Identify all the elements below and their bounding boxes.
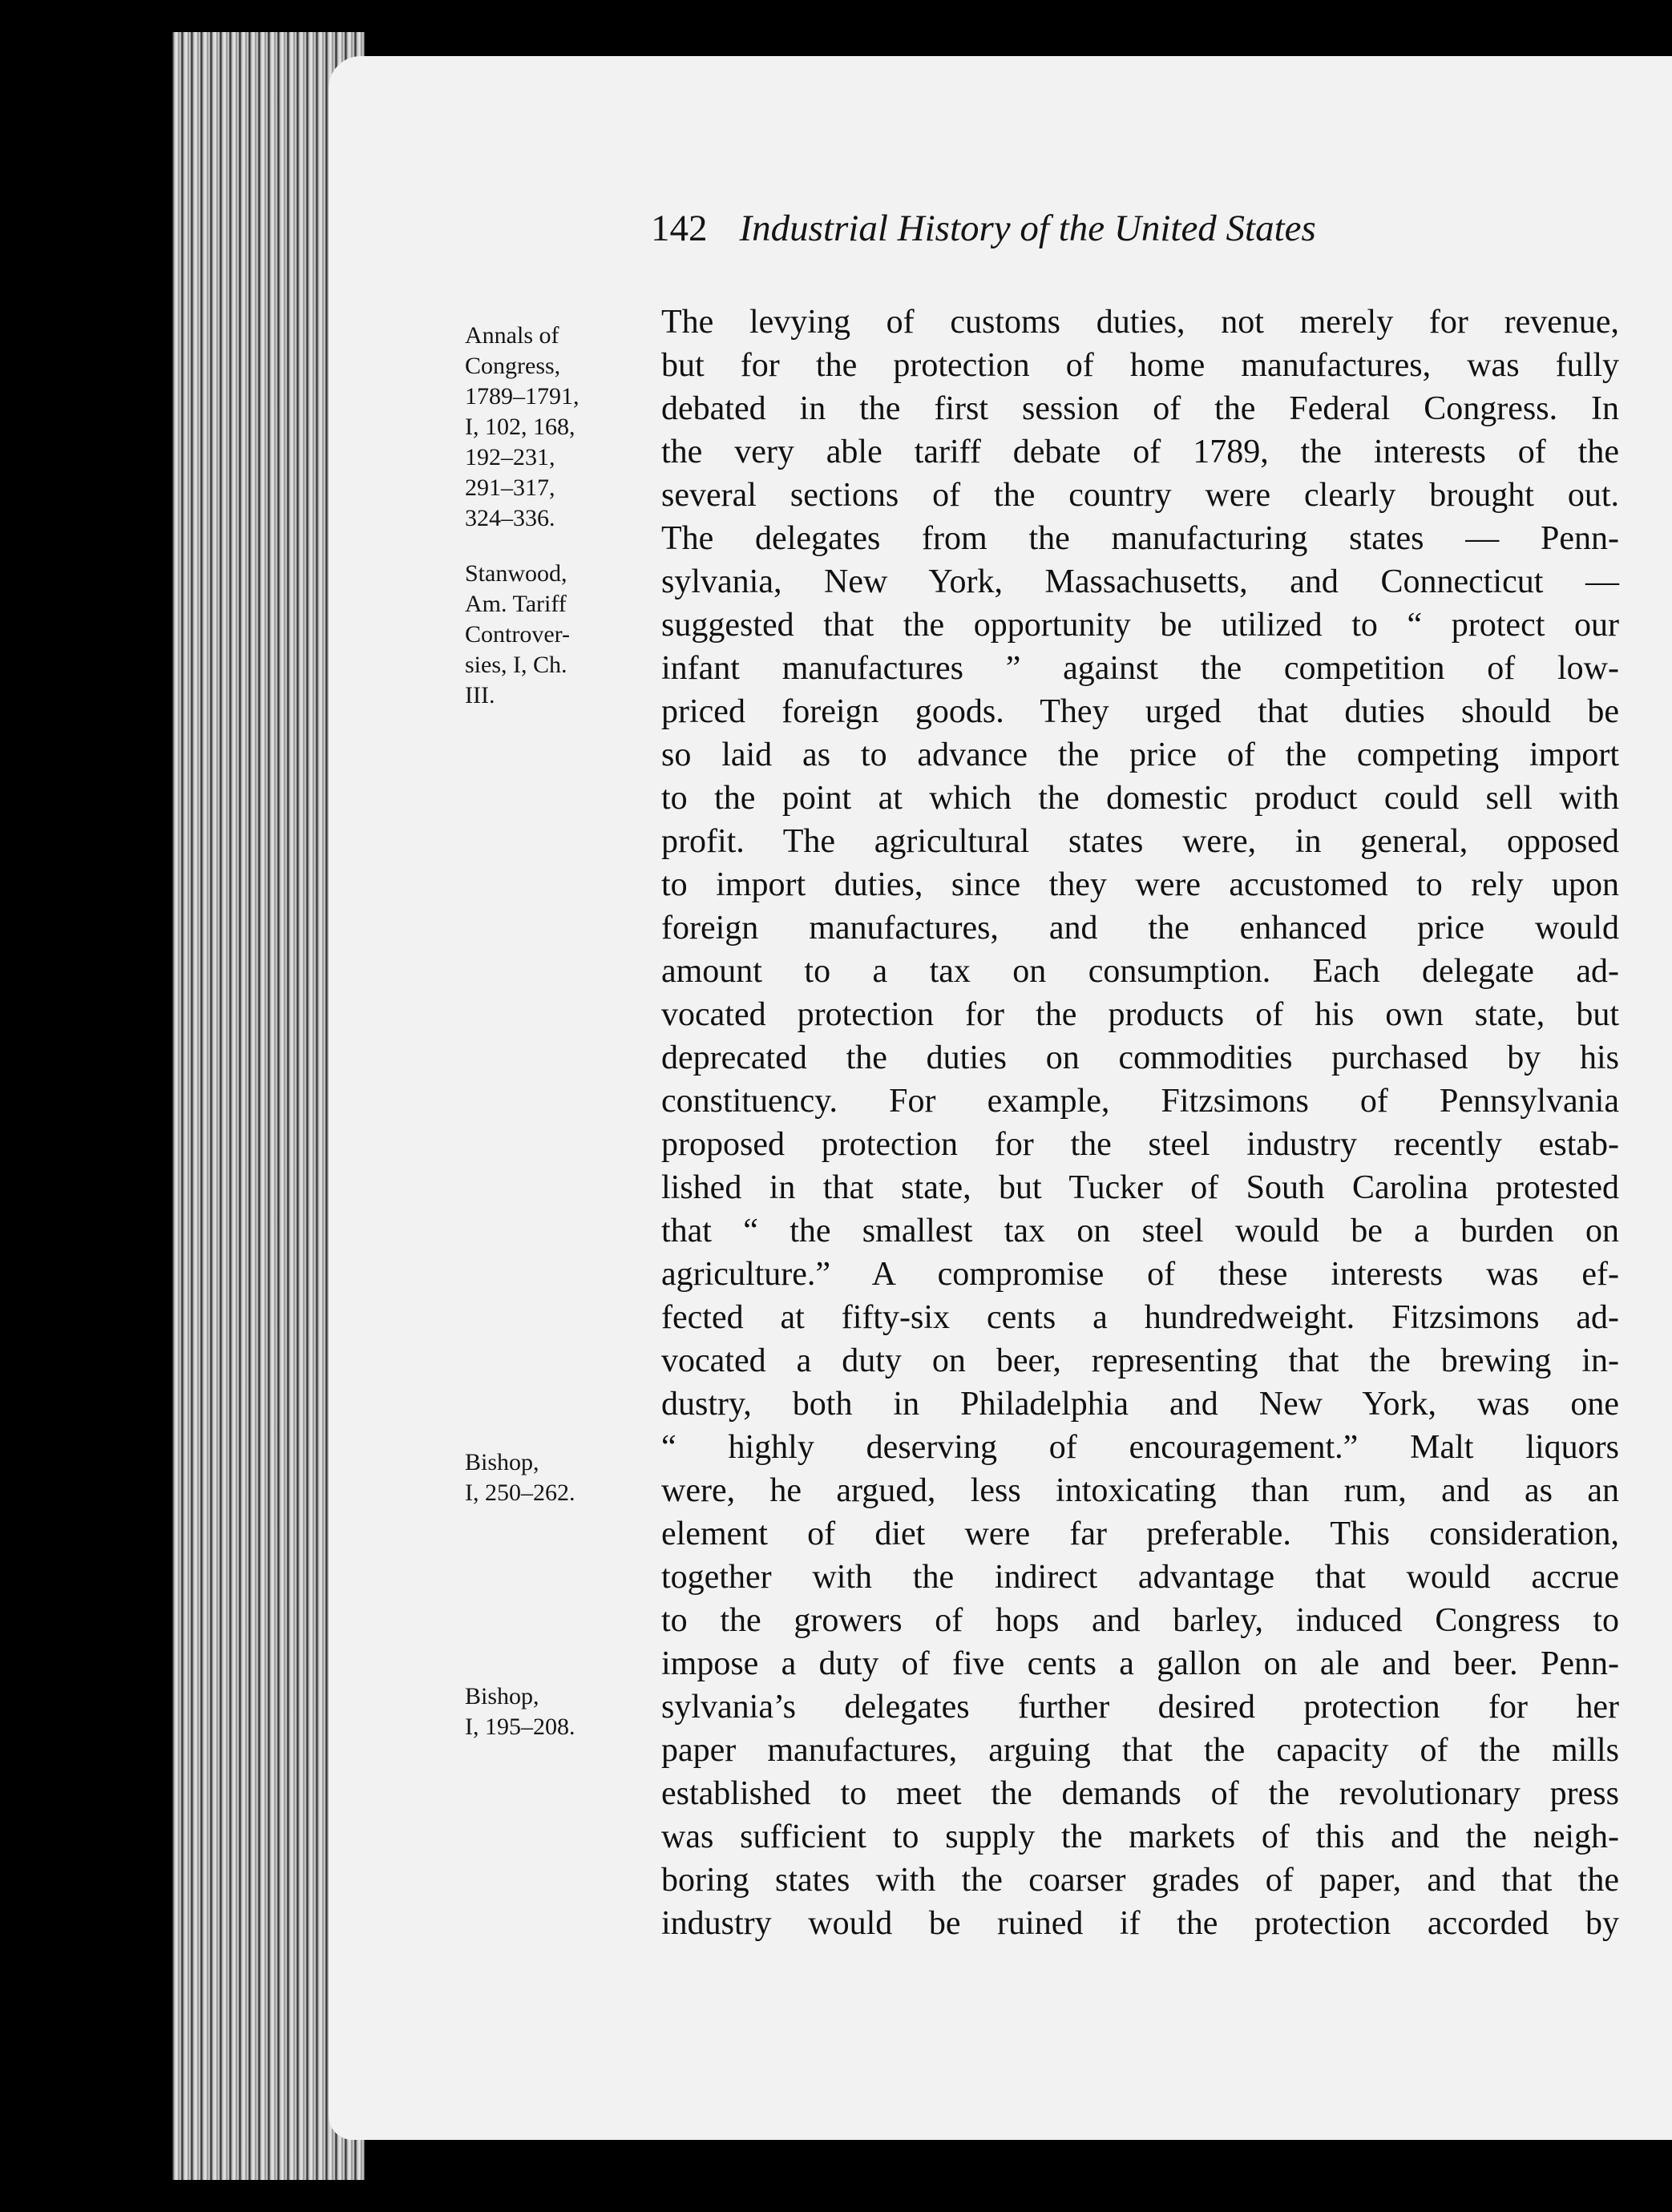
body-line: to the point at which the domestic product could sell with [661, 780, 1619, 817]
body-line: was sufficient to supply the markets of this and the neigh- [661, 1818, 1619, 1855]
body-line: element of diet were far preferable. This consideration, [661, 1516, 1619, 1552]
note-line: 1789–1791, [465, 383, 580, 410]
body-line: debated in the first session of the Federal Congress. In [661, 390, 1619, 427]
body-line: lished in that state, but Tucker of South Carolina protested [661, 1169, 1619, 1206]
note-line: I, 250–262. [465, 1479, 576, 1506]
body-line: but for the protection of home manufactures, was fully [661, 347, 1619, 384]
margin-note-bishop-2 [465, 1681, 625, 1742]
page-header [651, 207, 1517, 250]
margin-note-stanwood [465, 559, 625, 711]
body-line: to import duties, since they were accustomed to rely upon [661, 866, 1619, 903]
note-line: 291–317, [465, 474, 555, 501]
note-line: Congress, [465, 353, 561, 379]
note-line: Annals of [465, 322, 559, 349]
body-line: the very able tariff debate of 1789, the interests of the [661, 434, 1619, 470]
body-line: were, he argued, less intoxicating than rum, and as an [661, 1472, 1619, 1509]
body-line: together with the indirect advantage that would accrue [661, 1559, 1619, 1596]
body-line: boring states with the coarser grades of paper, and that the [661, 1862, 1619, 1899]
margin-note-annals [465, 321, 625, 534]
body-line: The delegates from the manufacturing states — Penn- [661, 520, 1619, 557]
body-line: sylvania, New York, Massachusetts, and Connecticut — [661, 563, 1619, 600]
body-line: so laid as to advance the price of the competing import [661, 737, 1619, 773]
body-line: vocated a duty on beer, representing that the brewing in- [661, 1342, 1619, 1379]
body-line: impose a duty of five cents a gallon on ale and beer. Penn- [661, 1645, 1619, 1682]
note-line: 192–231, [465, 444, 555, 470]
body-line: infant manufactures ” against the competition of low- [661, 650, 1619, 687]
note-line: Am. Tariff [465, 591, 567, 617]
note-line: Bishop, [465, 1449, 539, 1475]
note-line: Controver- [465, 621, 571, 648]
margin-note-bishop-1 [465, 1447, 625, 1508]
body-line: dustry, both in Philadelphia and New York, was one [661, 1386, 1619, 1423]
body-line: sylvania’s delegates further desired protection for her [661, 1689, 1619, 1726]
body-line: vocated protection for the products of his own state, but [661, 996, 1619, 1033]
body-line: paper manufactures, arguing that the capacity of the mills [661, 1732, 1619, 1769]
body-line: “ highly deserving of encouragement.” Malt liquors [661, 1429, 1619, 1466]
body-line: suggested that the opportunity be utilized to “ protect our [661, 607, 1619, 644]
note-line: 324–336. [465, 505, 555, 531]
page-number: 142 [651, 208, 708, 249]
note-line: Bishop, [465, 1683, 539, 1709]
running-title: Industrial History of the United States [739, 208, 1316, 249]
body-line: profit. The agricultural states were, in general, opposed [661, 823, 1619, 860]
body-line: agriculture.” A compromise of these interests was ef- [661, 1256, 1619, 1293]
note-line: Stanwood, [465, 560, 567, 587]
body-line: to the growers of hops and barley, induced Congress to [661, 1602, 1619, 1639]
note-line: sies, I, Ch. [465, 652, 567, 678]
body-line: The levying of customs duties, not merely for revenue, [661, 304, 1619, 341]
note-line: III. [465, 682, 495, 708]
body-line: proposed protection for the steel industry recently estab- [661, 1126, 1619, 1163]
body-text [661, 301, 1619, 1945]
body-line: amount to a tax on consumption. Each delegate ad- [661, 953, 1619, 990]
body-line: fected at fifty-six cents a hundredweight. Fitzsimons ad- [661, 1299, 1619, 1336]
body-line: several sections of the country were clearly brought out. [661, 477, 1619, 514]
note-line: I, 102, 168, [465, 414, 576, 440]
body-line: foreign manufactures, and the enhanced price would [661, 910, 1619, 947]
note-line: I, 195–208. [465, 1713, 576, 1740]
body-line: that “ the smallest tax on steel would be a burden on [661, 1213, 1619, 1249]
body-line: deprecated the duties on commodities purchased by his [661, 1039, 1619, 1076]
body-line: priced foreign goods. They urged that duties should be [661, 693, 1619, 730]
body-line: industry would be ruined if the protection accorded by [661, 1905, 1619, 1942]
body-line: constituency. For example, Fitzsimons of Pennsylvania [661, 1083, 1619, 1120]
body-line: established to meet the demands of the revolutionary press [661, 1775, 1619, 1812]
